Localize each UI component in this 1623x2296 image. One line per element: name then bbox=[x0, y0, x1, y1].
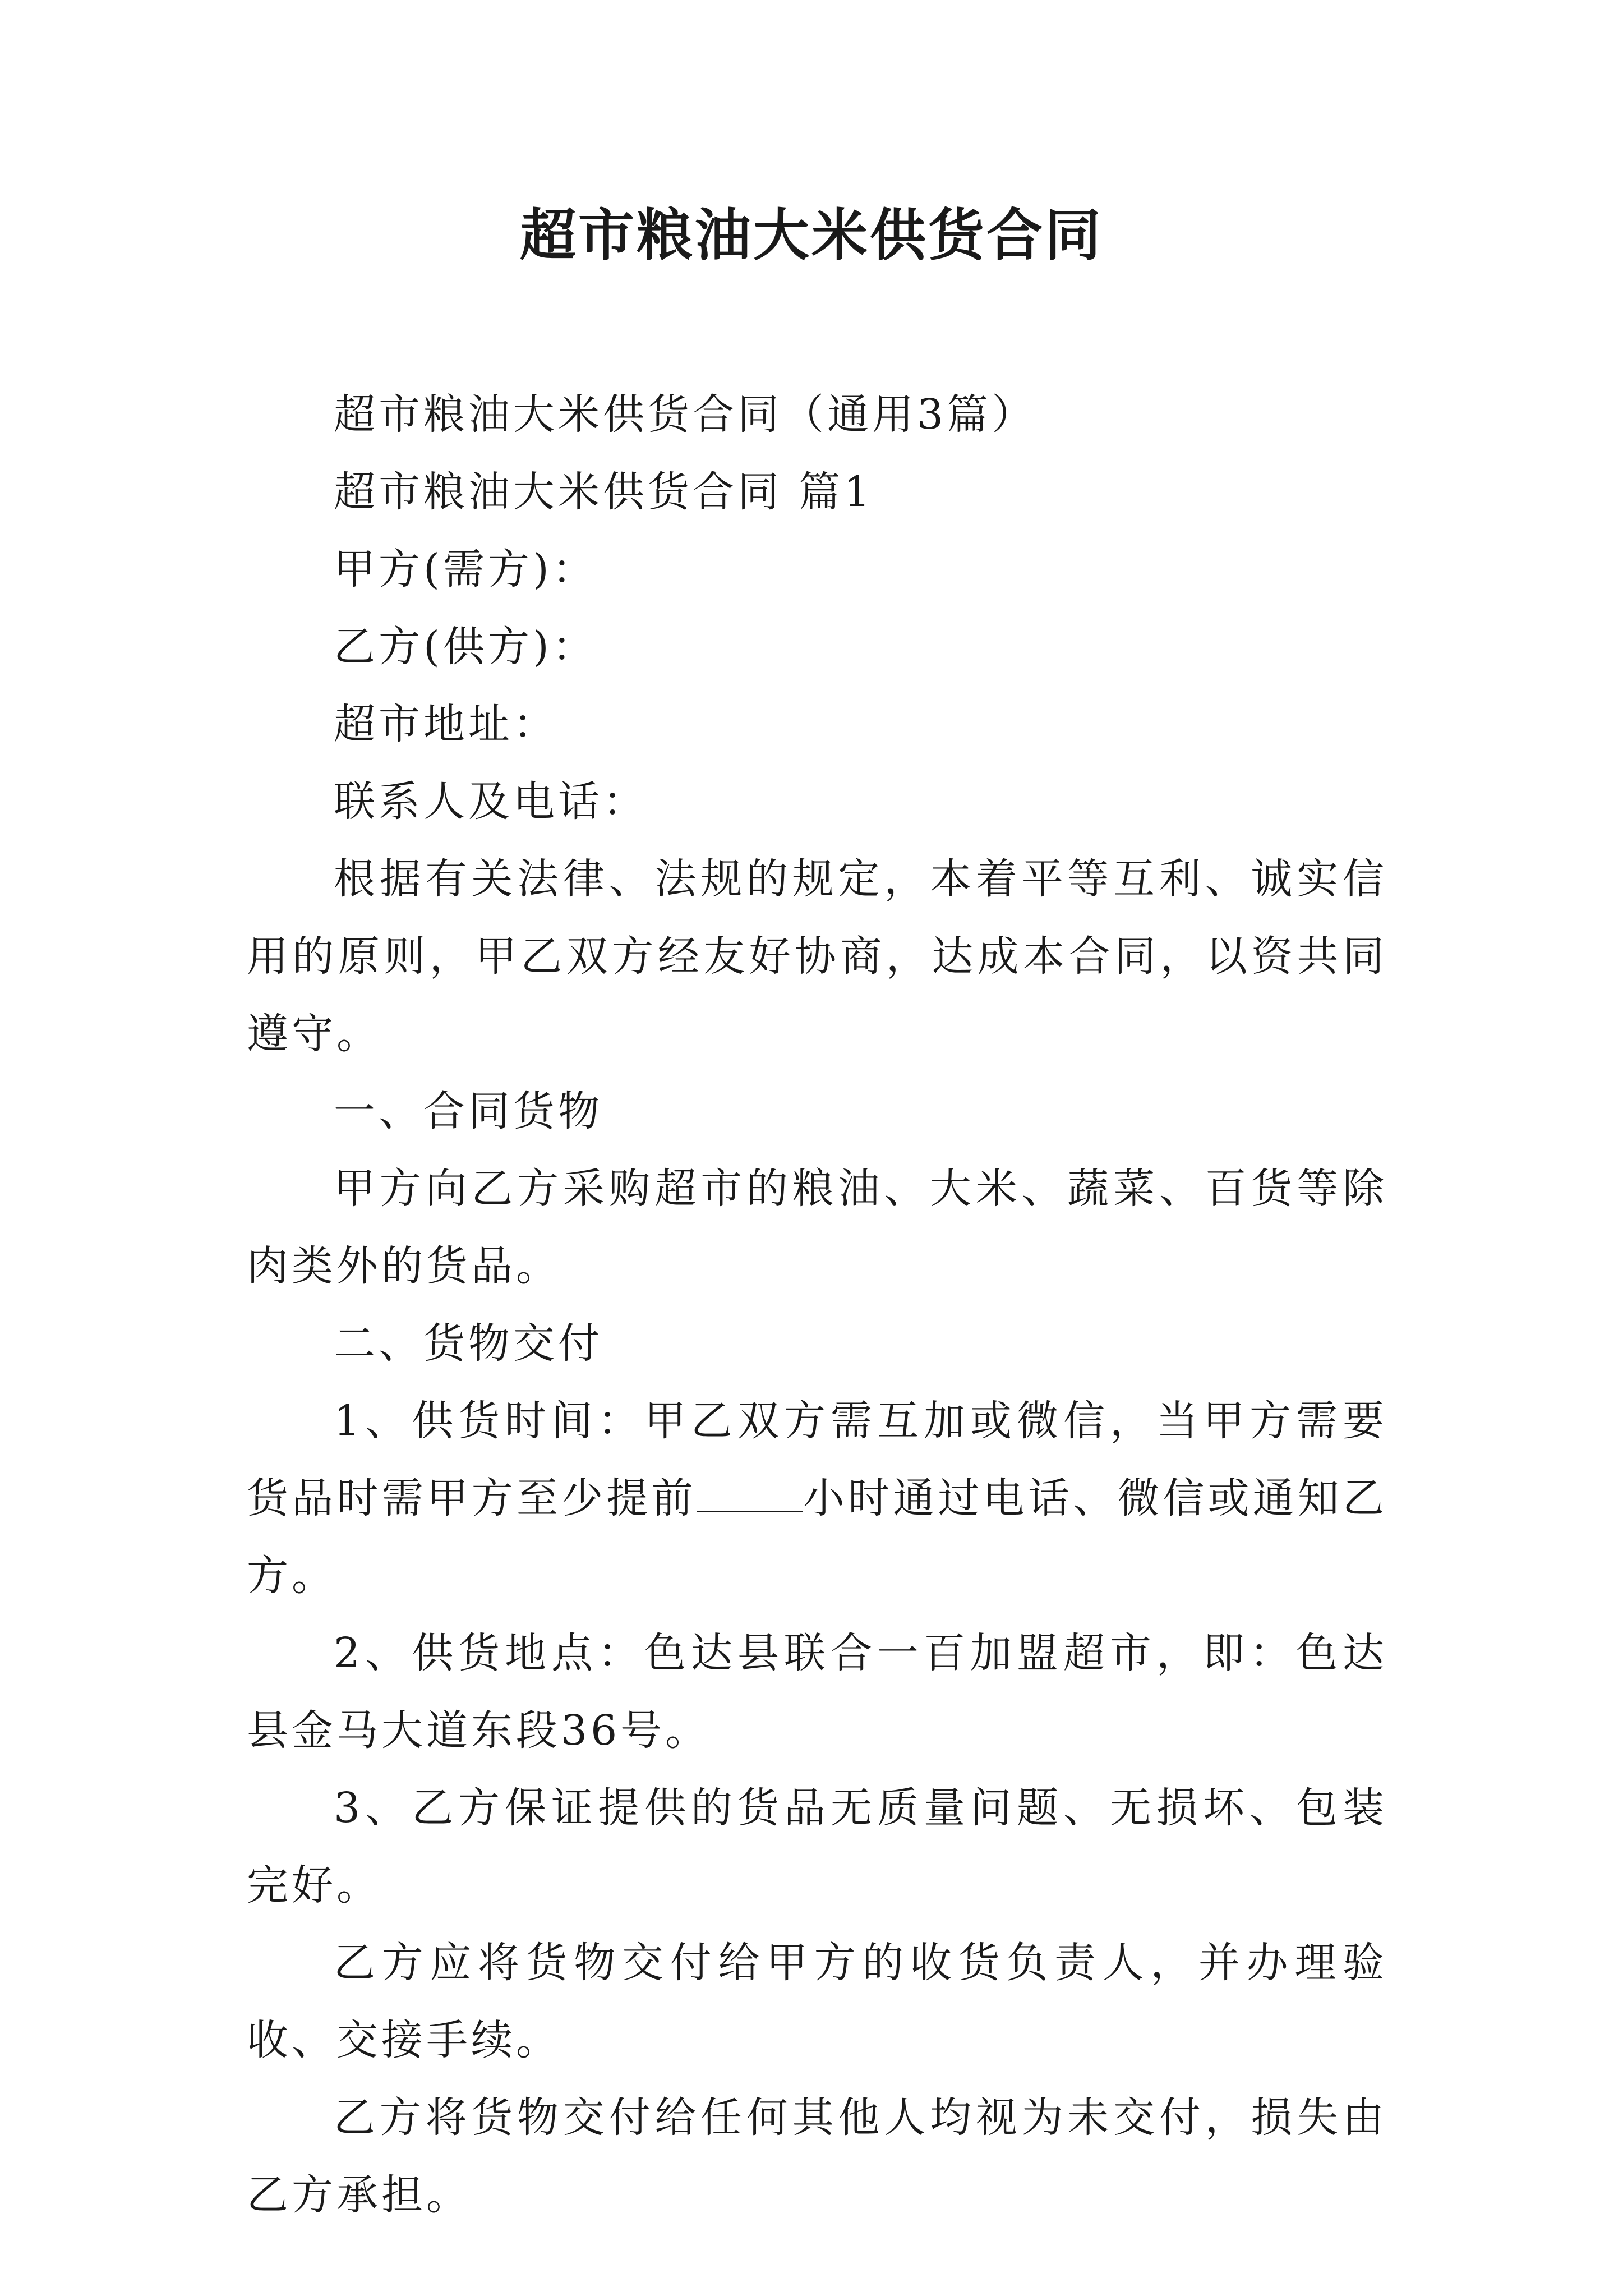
paragraph-section-heading: 超市粮油大米供货合同 篇1 bbox=[334, 468, 874, 516]
document-body bbox=[247, 376, 1387, 2234]
address-field: 超市地址： bbox=[334, 700, 558, 748]
heading-contract-goods: 一、合同货物 bbox=[334, 1087, 603, 1135]
delivery-time-text-1: 1、供货时间：甲乙双方需互加或微信，当甲方需要货品时需甲方至少提前 bbox=[247, 1397, 1387, 1522]
paragraph-goods: 甲方向乙方采购超市的粮油、大米、蔬菜、百货等除肉类外的货品。 bbox=[247, 1165, 1387, 1290]
paragraph-handover: 乙方应将货物交付给甲方的收货负责人，并办理验收、交接手续。 bbox=[247, 1939, 1387, 2064]
party-a-field: 甲方(需方)： bbox=[334, 545, 597, 593]
heading-delivery: 二、货物交付 bbox=[334, 1319, 603, 1368]
paragraph-delivery-time bbox=[247, 1382, 1387, 1614]
hours-blank bbox=[697, 1477, 803, 1512]
document-title: 超市粮油大米供货合同 bbox=[520, 203, 1103, 268]
delivery-time-text-2: 小时通过电话、微信或通知乙方。 bbox=[247, 1474, 1388, 1600]
paragraph-subtitle: 超市粮油大米供货合同（通用3篇） bbox=[334, 390, 1037, 439]
paragraph-preamble: 根据有关法律、法规的规定，本着平等互利、诚实信用的原则，甲乙双方经友好协商，达成本合同，以资共同遵守。 bbox=[247, 855, 1387, 1058]
paragraph-liability: 乙方将货物交付给任何其他人均视为未交付，损失由乙方承担。 bbox=[247, 2093, 1387, 2219]
paragraph-delivery-location: 2、供货地点：色达县联合一百加盟超市，即：色达县金马大道东段36号。 bbox=[247, 1629, 1387, 1755]
party-b-field: 乙方(供方)： bbox=[334, 623, 597, 671]
paragraph-quality: 3、乙方保证提供的货品无质量问题、无损坏、包装完好。 bbox=[247, 1784, 1387, 1910]
contact-field: 联系人及电话： bbox=[334, 777, 648, 826]
